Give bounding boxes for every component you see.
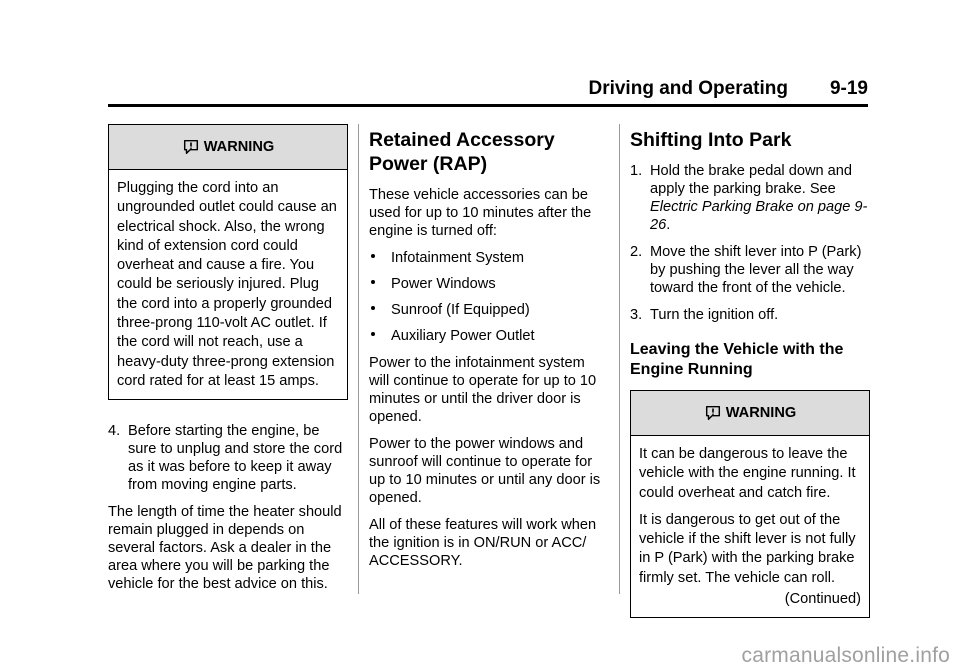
bullet-icon xyxy=(369,275,391,293)
rap-paragraph-1: Power to the infotainment system will continue to operate for up to 10 minutes or until the driver door is opened. xyxy=(369,355,597,425)
step-number: 2. xyxy=(630,244,643,260)
warning-icon xyxy=(704,404,722,422)
column-right xyxy=(630,124,870,618)
list-item: Infotainment System xyxy=(369,249,607,267)
warning-icon xyxy=(182,138,200,156)
rap-paragraph-2: Power to the power windows and sunroof will continue to operate for up to 10 minutes or until any door is opened. xyxy=(369,436,601,506)
list-item: Sunroof (If Equipped) xyxy=(369,301,607,319)
step-number: 1. xyxy=(630,163,643,179)
warning-label: WARNING xyxy=(203,139,275,155)
warning-text-2: It is dangerous to get out of the vehicle if the shift lever is not fully in P (Park) with the parking brake firmly set. The vehicle can roll. xyxy=(639,511,856,586)
warning-box xyxy=(630,390,870,618)
list-item: Power Windows xyxy=(369,275,607,293)
step-text: Before starting the engine, be sure to unplug and store the cord as it was before to keep it away from moving engine parts. xyxy=(128,423,343,494)
park-heading: Shifting Into Park xyxy=(630,129,792,151)
column-middle xyxy=(369,124,607,579)
column-divider xyxy=(619,124,620,594)
page-number: 9-19 xyxy=(829,78,868,99)
rap-heading: Retained Accessory Power (RAP) xyxy=(369,129,555,175)
warning-text-1: It can be dangerous to leave the vehicle with the engine running. It could overheat and catch fire. xyxy=(639,446,856,501)
step-text: Move the shift lever into P (Park) by pushing the lever all the way toward the front of the vehicle. xyxy=(650,244,862,296)
rap-intro: These vehicle accessories can be used for up to 10 minutes after the engine is turned off: xyxy=(369,187,592,239)
continued-label: (Continued) xyxy=(784,591,861,608)
warning-header xyxy=(109,125,347,170)
warning-text: Plugging the cord into an ungrounded outlet could cause an electrical shock. Also, the wrong kind of extension cord could overheat and cause a fire. You could be seriously injured. Plug the cord into a properly grounded three-prong 110-volt AC outlet. If the cord will not reach, use a heavy-duty three-prong extension cord rated for at least 15 amps. xyxy=(117,180,337,389)
bullet-icon xyxy=(369,249,391,267)
bullet-icon xyxy=(369,301,391,319)
watermark: carmanualsonline.info xyxy=(741,644,950,667)
list-item: Auxiliary Power Outlet xyxy=(369,327,607,345)
heater-paragraph: The length of time the heater should remain plugged in depends on several factors. Ask a dealer in the area where you will be parking the vehicle for the best advice on this. xyxy=(108,504,342,593)
cross-reference-link[interactable]: Electric Parking Brake on page 9-26 xyxy=(650,199,868,233)
step-3 xyxy=(630,306,870,324)
engine-running-heading: Leaving the Vehicle with the Engine Running xyxy=(630,341,844,378)
bullet-icon xyxy=(369,327,391,345)
header-rule xyxy=(108,104,868,107)
page-header xyxy=(108,78,868,102)
warning-box xyxy=(108,124,348,400)
rap-list xyxy=(369,249,607,345)
section-title: Driving and Operating xyxy=(588,78,788,99)
warning-body xyxy=(109,170,347,399)
column-divider xyxy=(358,124,359,594)
warning-body xyxy=(631,436,869,617)
warning-header xyxy=(631,391,869,436)
step-4 xyxy=(108,422,348,494)
step-2 xyxy=(630,243,870,297)
step-1 xyxy=(630,162,870,234)
column-left xyxy=(108,124,348,602)
warning-label: WARNING xyxy=(725,405,797,421)
step-text: Turn the ignition off. xyxy=(650,307,779,323)
step-number: 4. xyxy=(108,423,121,440)
step-text: Hold the brake pedal down and apply the parking brake. See Electric Parking Brake on page 9-26. xyxy=(650,163,868,233)
rap-paragraph-3: All of these features will work when the ignition is in ON/RUN or ACC/ ACCESSORY. xyxy=(369,517,597,569)
step-number: 3. xyxy=(630,307,643,323)
